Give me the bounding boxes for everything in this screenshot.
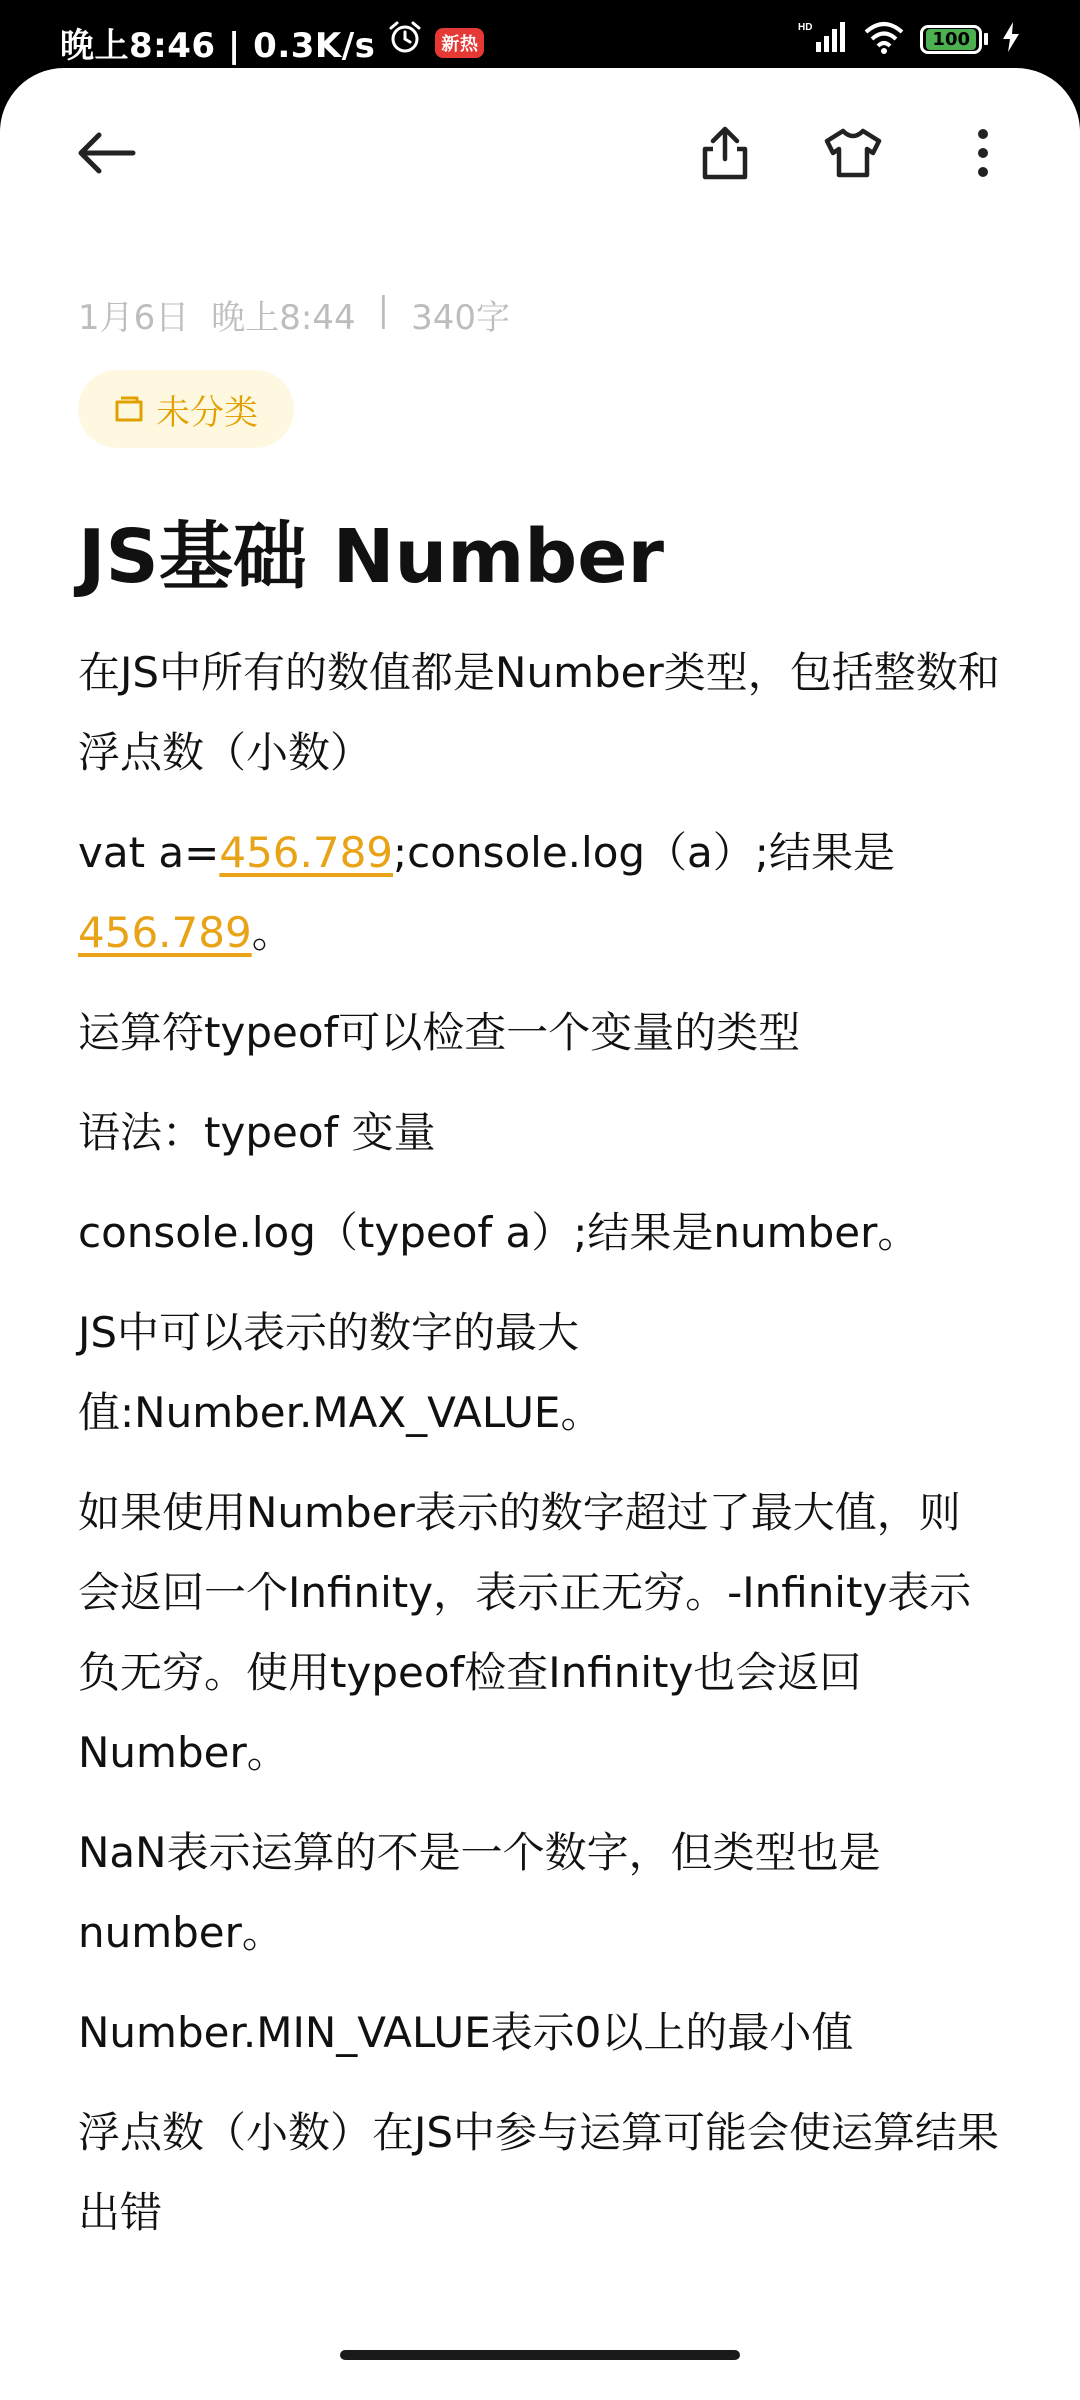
toolbar	[0, 68, 1080, 238]
paragraph: 浮点数（小数）在JS中参与运算可能会使运算结果出错	[78, 2108, 1000, 2237]
battery-icon	[920, 25, 988, 54]
category-chip[interactable]	[78, 370, 294, 448]
theme-button[interactable]	[808, 108, 898, 198]
more-vertical-icon	[976, 128, 990, 178]
back-button[interactable]	[62, 108, 152, 198]
note-meta	[78, 290, 510, 339]
text-segment: vat a=	[78, 828, 220, 877]
note-title[interactable]: JS基础 Number	[78, 514, 664, 600]
text-segment: ;console.log（a）;结果是	[393, 828, 895, 877]
signal-icon	[798, 20, 848, 58]
number-link[interactable]: 456.789	[219, 828, 394, 877]
meta-separator: |	[377, 290, 390, 330]
home-indicator[interactable]	[340, 2350, 740, 2360]
status-bar	[0, 0, 1080, 72]
paragraph: 语法：typeof 变量	[78, 1108, 436, 1157]
note-time: 晚上8:44	[211, 298, 356, 338]
paragraph: Number.MIN_VALUE表示0以上的最小值	[78, 2008, 854, 2057]
tshirt-icon	[823, 127, 883, 179]
alarm-icon	[387, 20, 423, 65]
battery-level: 100	[926, 29, 976, 50]
note-date: 1月6日	[78, 298, 190, 338]
share-icon	[699, 125, 751, 181]
category-label: 未分类	[156, 392, 258, 433]
paragraph: JS中可以表示的数字的最大值:Number.MAX_VALUE。	[78, 1308, 603, 1437]
folder-icon	[114, 395, 144, 423]
status-left	[60, 18, 484, 67]
paragraph: 在JS中所有的数值都是Number类型，包括整数和浮点数（小数）	[78, 648, 1000, 777]
char-count: 340字	[411, 298, 510, 338]
share-button[interactable]	[680, 108, 770, 198]
back-arrow-icon	[77, 131, 137, 175]
text-segment: 。	[251, 908, 294, 957]
paragraph	[78, 813, 1002, 973]
wifi-icon	[862, 20, 906, 58]
note-screen	[0, 68, 1080, 2400]
app-badge-icon: 新热	[435, 28, 484, 58]
status-time: 晚上8:46 | 0.3K/s	[60, 26, 376, 66]
more-options-button[interactable]	[938, 108, 1028, 198]
charging-icon	[1002, 22, 1020, 56]
note-body[interactable]	[78, 633, 1002, 2273]
paragraph: console.log（typeof a）;结果是number。	[78, 1208, 920, 1257]
paragraph: 运算符typeof可以检查一个变量的类型	[78, 1008, 801, 1057]
paragraph: NaN表示运算的不是一个数字，但类型也是number。	[78, 1828, 881, 1957]
number-link[interactable]: 456.789	[78, 908, 252, 957]
svg-text:HD: HD	[798, 22, 813, 33]
paragraph: 如果使用Number表示的数字超过了最大值，则会返回一个Infinity，表示正无穷。-Infinity表示负无穷。使用typeof检查Infinity也会返回Number。	[78, 1488, 972, 1777]
status-right	[798, 20, 1020, 58]
